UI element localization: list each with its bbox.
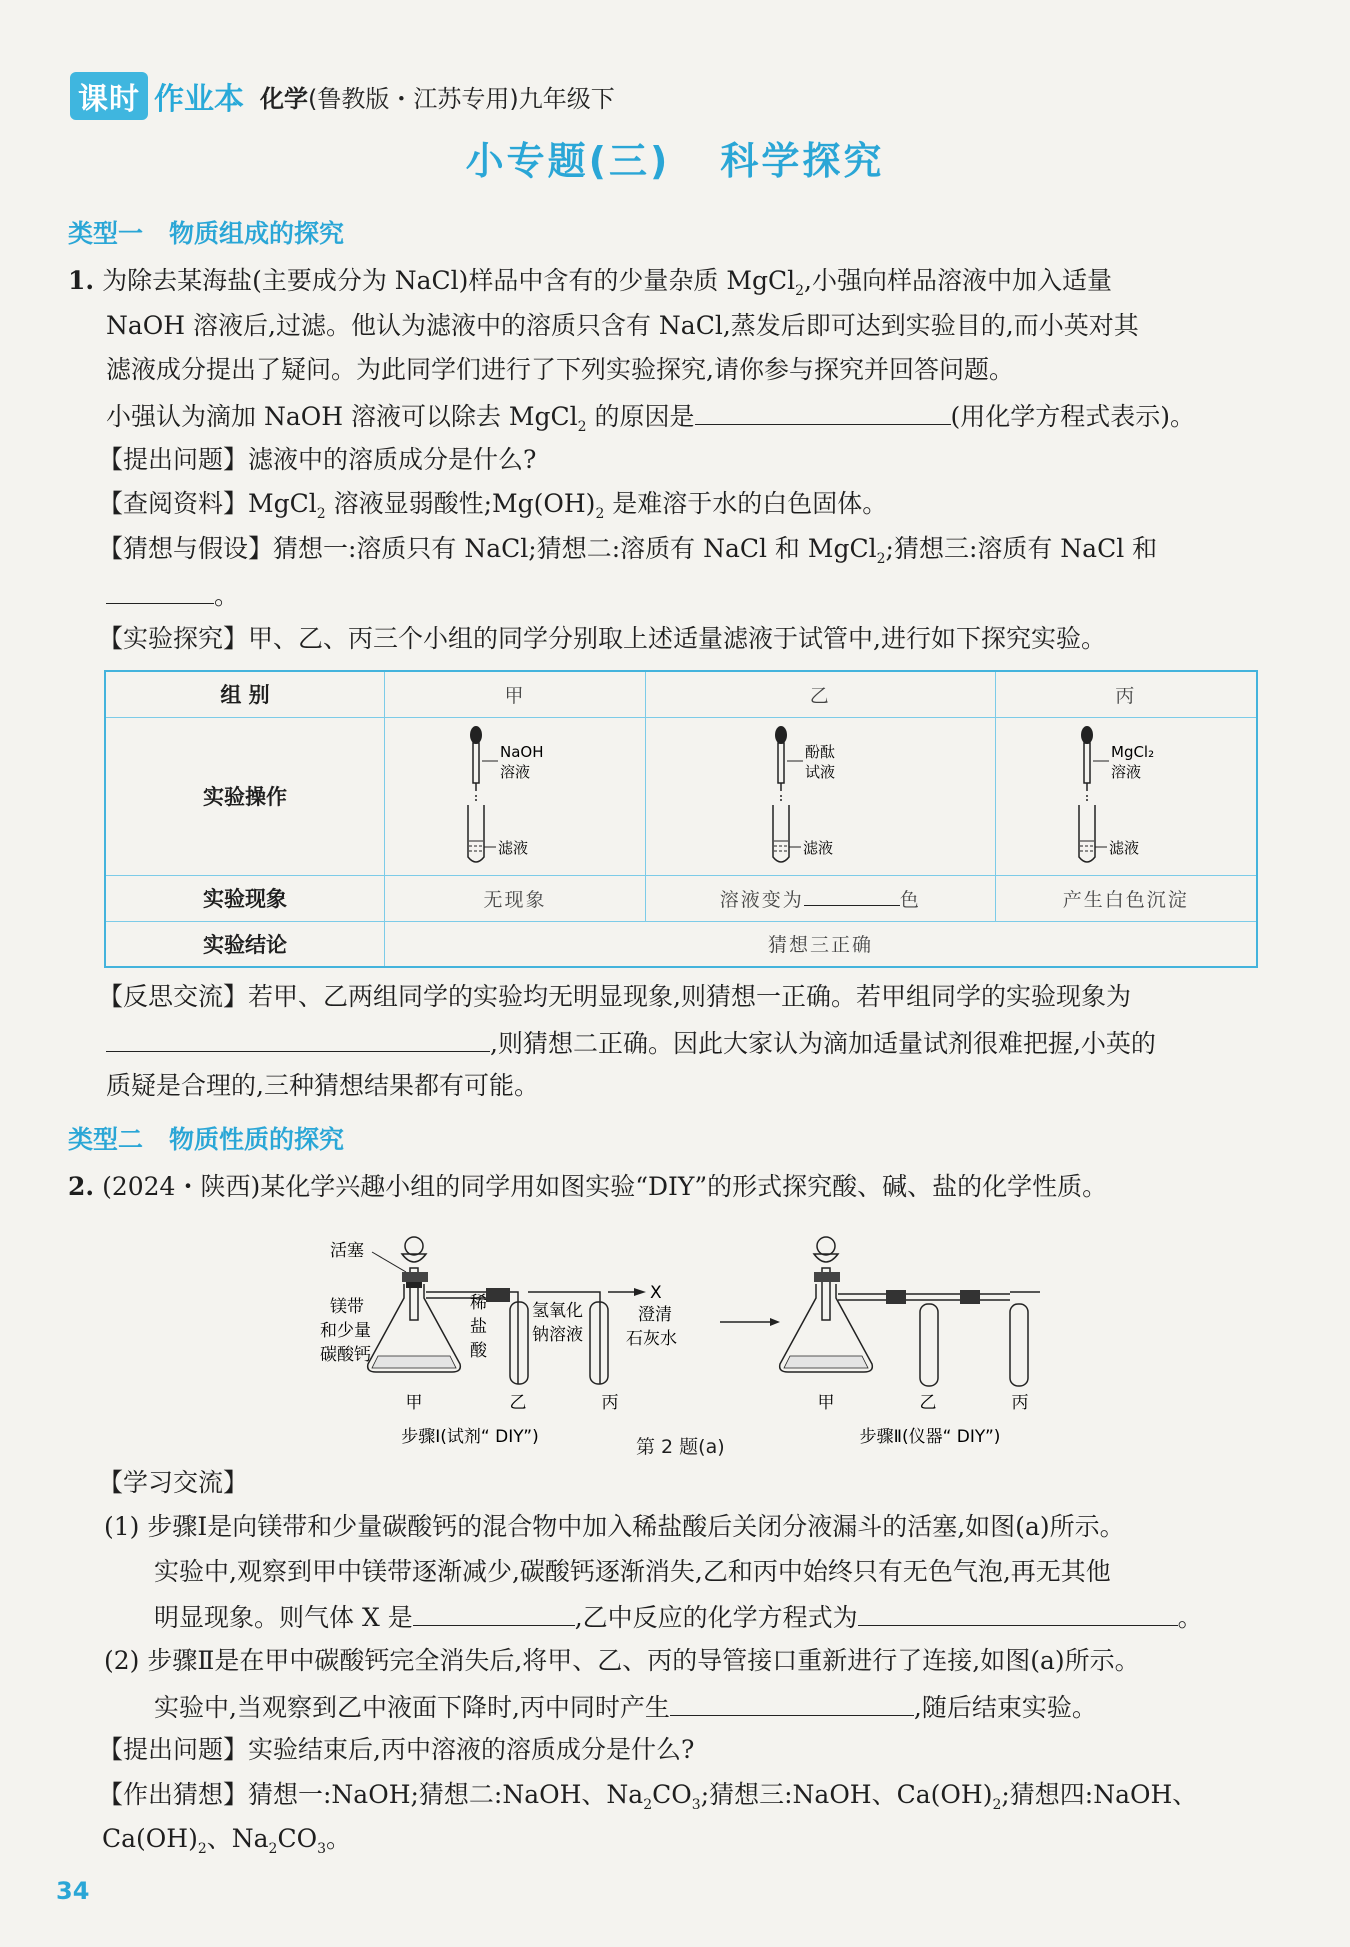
table-row — [105, 921, 1257, 967]
subject: 化学 — [260, 84, 308, 113]
subscript: 2 — [876, 551, 886, 567]
tube-label-bing: 丙 — [601, 1393, 619, 1413]
group-label: 组 别 — [105, 671, 385, 717]
section1-heading — [68, 214, 344, 250]
q1-text: ,小强向样品溶液中加入适量 — [804, 266, 1112, 295]
q1-text: 溶液显弱酸性;Mg(OH) — [325, 489, 596, 518]
naoh-label-1: 氢氧化 — [532, 1301, 583, 1321]
table-row — [105, 671, 1257, 717]
q2-line9 — [98, 1778, 1197, 1822]
mg-label-2: 和少量 — [320, 1321, 371, 1341]
q2-text: 【作出猜想】猜想一:NaOH;猜想二:NaOH、Na — [98, 1780, 644, 1809]
phenomenon-yi-text: 溶液变为 — [719, 888, 804, 911]
q1b-text: ,则猜想二正确。因此大家认为滴加适量试剂很难把握,小英的 — [490, 1029, 1156, 1058]
operation-cell-bing — [995, 717, 1257, 875]
apparatus-figure — [310, 1212, 1050, 1448]
lime-label-1: 澄清 — [638, 1305, 672, 1325]
dropper-tube-diagram — [1051, 719, 1201, 869]
logo-text: 作业本 — [154, 82, 244, 117]
step1-apparatus — [320, 1237, 677, 1447]
subscript: 2 — [992, 1797, 1002, 1813]
hcl-label-1: 稀 — [470, 1293, 487, 1313]
q2-text: ,乙中反应的化学方程式为 — [574, 1603, 858, 1632]
q2-line7 — [154, 1689, 1097, 1725]
q1-text: 为除去某海盐(主要成分为 NaCl)样品中含有的少量杂质 MgCl — [102, 266, 796, 295]
tube2-label-yi: 乙 — [919, 1393, 937, 1413]
q1-text: 是难溶于水的白色固体。 — [604, 489, 888, 518]
q1b-line3: 质疑是合理的,三种猜想结果都有可能。 — [106, 1071, 539, 1100]
book-info — [260, 79, 615, 114]
section1-label: 类型一 — [68, 219, 144, 248]
section2-label: 类型二 — [68, 1125, 144, 1154]
q1-text: ;猜想三:溶质有 NaCl 和 — [885, 534, 1158, 563]
subscript: 3 — [317, 1841, 327, 1857]
title-part2: 科学探究 — [720, 139, 885, 183]
dropper-tube-diagram — [745, 719, 895, 869]
group-jia: 甲 — [385, 671, 646, 717]
q2-line10 — [102, 1822, 351, 1866]
section2-name: 物质性质的探究 — [169, 1125, 345, 1154]
subscript: 2 — [316, 506, 326, 522]
phenomenon-label: 实验现象 — [105, 875, 385, 921]
title-part1: 小专题(三) — [465, 139, 671, 183]
arrow-head-icon — [770, 1318, 780, 1326]
reagent-l2: 溶液 — [500, 762, 531, 781]
q1-text: (用化学方程式表示)。 — [950, 402, 1196, 431]
conclusion-label: 实验结论 — [105, 921, 385, 967]
q1-text: 【查阅资料】MgCl — [98, 489, 317, 518]
q1-line2: NaOH 溶液后,过滤。他认为滤液中的溶质只含有 NaCl,蒸发后即可达到实验目的,而小英对其 — [106, 311, 1139, 340]
table-row — [105, 717, 1257, 875]
filtrate-label: 滤液 — [1108, 838, 1139, 857]
logo-box: 课时 — [70, 72, 148, 120]
q1-line3: 滤液成分提出了疑问。为此同学们进行了下列实验探究,请你参与探究并回答问题。 — [106, 355, 1014, 384]
page-title — [0, 130, 1350, 185]
conclusion-value: 猜想三正确 — [385, 921, 1258, 967]
flask2-label-jia: 甲 — [817, 1393, 835, 1413]
step2-apparatus — [780, 1237, 1040, 1447]
subscript: 2 — [643, 1797, 653, 1813]
q2-text: ,随后结束实验。 — [913, 1693, 1097, 1722]
q1-line7 — [98, 532, 1157, 576]
q2-text: (2024・陕西)某化学兴趣小组的同学用如图实验“DIY”的形式探究酸、碱、盐的化学性质。 — [102, 1172, 1108, 1201]
q2-text: 明显现象。则气体 X 是 — [154, 1603, 413, 1632]
q1-line6 — [98, 487, 887, 531]
q2-text: CO — [277, 1824, 318, 1853]
q1-text: 的原因是 — [586, 402, 695, 431]
answer-blank-gas[interactable] — [413, 1599, 575, 1626]
flask-label-jia: 甲 — [405, 1393, 423, 1413]
book-header — [70, 74, 615, 118]
phenomenon-yi-suffix: 色 — [899, 888, 921, 911]
q2-line6: (2) 步骤Ⅱ是在甲中碳酸钙完全消失后,将甲、乙、丙的导管接口重新进行了连接,如图(a)所示。 — [104, 1646, 1140, 1675]
reagent-l1: MgCl₂ — [1110, 742, 1154, 761]
q2-line3: (1) 步骤Ⅰ是向镁带和少量碳酸钙的混合物中加入稀盐酸后关闭分液漏斗的活塞,如图(a)所示。 — [104, 1512, 1125, 1541]
filtrate-label: 滤液 — [498, 838, 529, 857]
edition: (鲁教版・江苏专用)九年级下 — [308, 84, 615, 113]
figure-caption: 第 2 题(a) — [636, 1436, 725, 1458]
section2-heading — [68, 1120, 344, 1156]
q1-line9: 【实验探究】甲、乙、丙三个小组的同学分别取上述适量滤液于试管中,进行如下探究实验。 — [98, 624, 1106, 653]
q1b-line1: 【反思交流】若甲、乙两组同学的实验均无明显现象,则猜想一正确。若甲组同学的实验现象为 — [98, 982, 1131, 1011]
reagent-l2: 溶液 — [1110, 762, 1141, 781]
naoh-label-2: 钠溶液 — [532, 1325, 583, 1345]
page-number: 34 — [56, 1877, 90, 1905]
q1-line5: 【提出问题】滤液中的溶质成分是什么? — [98, 445, 537, 474]
q2-line8: 【提出问题】实验结束后,丙中溶液的溶质成分是什么? — [98, 1735, 695, 1764]
answer-blank-hypothesis[interactable] — [106, 577, 214, 604]
section1-name: 物质组成的探究 — [169, 219, 345, 248]
q1-text: 。 — [214, 581, 240, 610]
q2-text: ;猜想三:NaOH、Ca(OH) — [700, 1780, 993, 1809]
q1-line8 — [106, 577, 239, 613]
operation-cell-yi — [646, 717, 995, 875]
filtrate-label: 滤液 — [803, 838, 834, 857]
experiment-table — [104, 670, 1258, 968]
reagent-l2: 试液 — [805, 762, 836, 781]
q2-text: 、Na — [206, 1824, 269, 1853]
q2-text: 。 — [326, 1824, 352, 1853]
answer-blank-phenomenon[interactable] — [106, 1025, 490, 1052]
reagent-l1: NaOH — [500, 742, 544, 761]
subscript: 2 — [795, 283, 805, 299]
stopcock-label: 活塞 — [330, 1241, 364, 1261]
reagent-l1: 酚酞 — [805, 742, 836, 761]
q2-line5 — [154, 1599, 1203, 1635]
q2-line4: 实验中,观察到甲中镁带逐渐减少,碳酸钙逐渐消失,乙和丙中始终只有无色气泡,再无其他 — [154, 1557, 1111, 1586]
phenomenon-jia: 无现象 — [385, 875, 646, 921]
q2-text: Ca(OH) — [102, 1824, 198, 1853]
step2-label: 步骤Ⅱ(仪器“ DIY”) — [859, 1427, 1001, 1447]
gas-x-label: X — [650, 1283, 662, 1303]
q2-text: CO — [652, 1780, 692, 1809]
phenomenon-yi — [646, 875, 995, 921]
mg-label-3: 碳酸钙 — [320, 1345, 371, 1365]
operation-label: 实验操作 — [105, 717, 385, 875]
q1-text: 【猜想与假设】猜想一:溶质只有 NaCl;猜想二:溶质有 NaCl 和 MgCl — [98, 534, 877, 563]
group-yi: 乙 — [646, 671, 995, 717]
q2-line1 — [68, 1170, 1107, 1204]
tube2-label-bing: 丙 — [1011, 1393, 1029, 1413]
lime-label-2: 石灰水 — [626, 1329, 677, 1349]
q2-text: 实验中,当观察到乙中液面下降时,丙中同时产生 — [154, 1693, 670, 1722]
hcl-label-2: 盐 — [470, 1317, 487, 1337]
q1-text: 小强认为滴加 NaOH 溶液可以除去 MgCl — [106, 402, 578, 431]
q1-number: 1. — [68, 266, 95, 295]
subscript: 2 — [268, 1841, 278, 1857]
subscript: 2 — [595, 506, 605, 522]
answer-blank-equation2[interactable] — [858, 1599, 1178, 1626]
q2-number: 2. — [68, 1172, 95, 1201]
q2-line2: 【学习交流】 — [98, 1468, 249, 1497]
answer-blank-equation[interactable] — [695, 398, 951, 425]
q2-text: 。 — [1177, 1603, 1203, 1632]
answer-blank-phenomenon2[interactable] — [670, 1689, 914, 1716]
hcl-label-3: 酸 — [470, 1341, 487, 1361]
mg-label-1: 镁带 — [330, 1297, 364, 1317]
group-bing: 丙 — [995, 671, 1257, 717]
q2-text: ;猜想四:NaOH、 — [1001, 1780, 1198, 1809]
phenomenon-bing: 产生白色沉淀 — [995, 875, 1257, 921]
tube-label-yi: 乙 — [509, 1393, 527, 1413]
step1-label: 步骤Ⅰ(试剂“ DIY”) — [401, 1427, 539, 1447]
table-row — [105, 875, 1257, 921]
answer-blank-color[interactable] — [804, 885, 900, 906]
q1-line4 — [106, 398, 1195, 444]
operation-cell-jia — [385, 717, 646, 875]
q1-line1 — [68, 264, 1112, 308]
subscript: 3 — [691, 1797, 701, 1813]
subscript: 2 — [197, 1841, 207, 1857]
subscript: 2 — [577, 419, 587, 435]
q1b-line2 — [106, 1025, 1156, 1061]
dropper-tube-diagram — [440, 719, 590, 869]
